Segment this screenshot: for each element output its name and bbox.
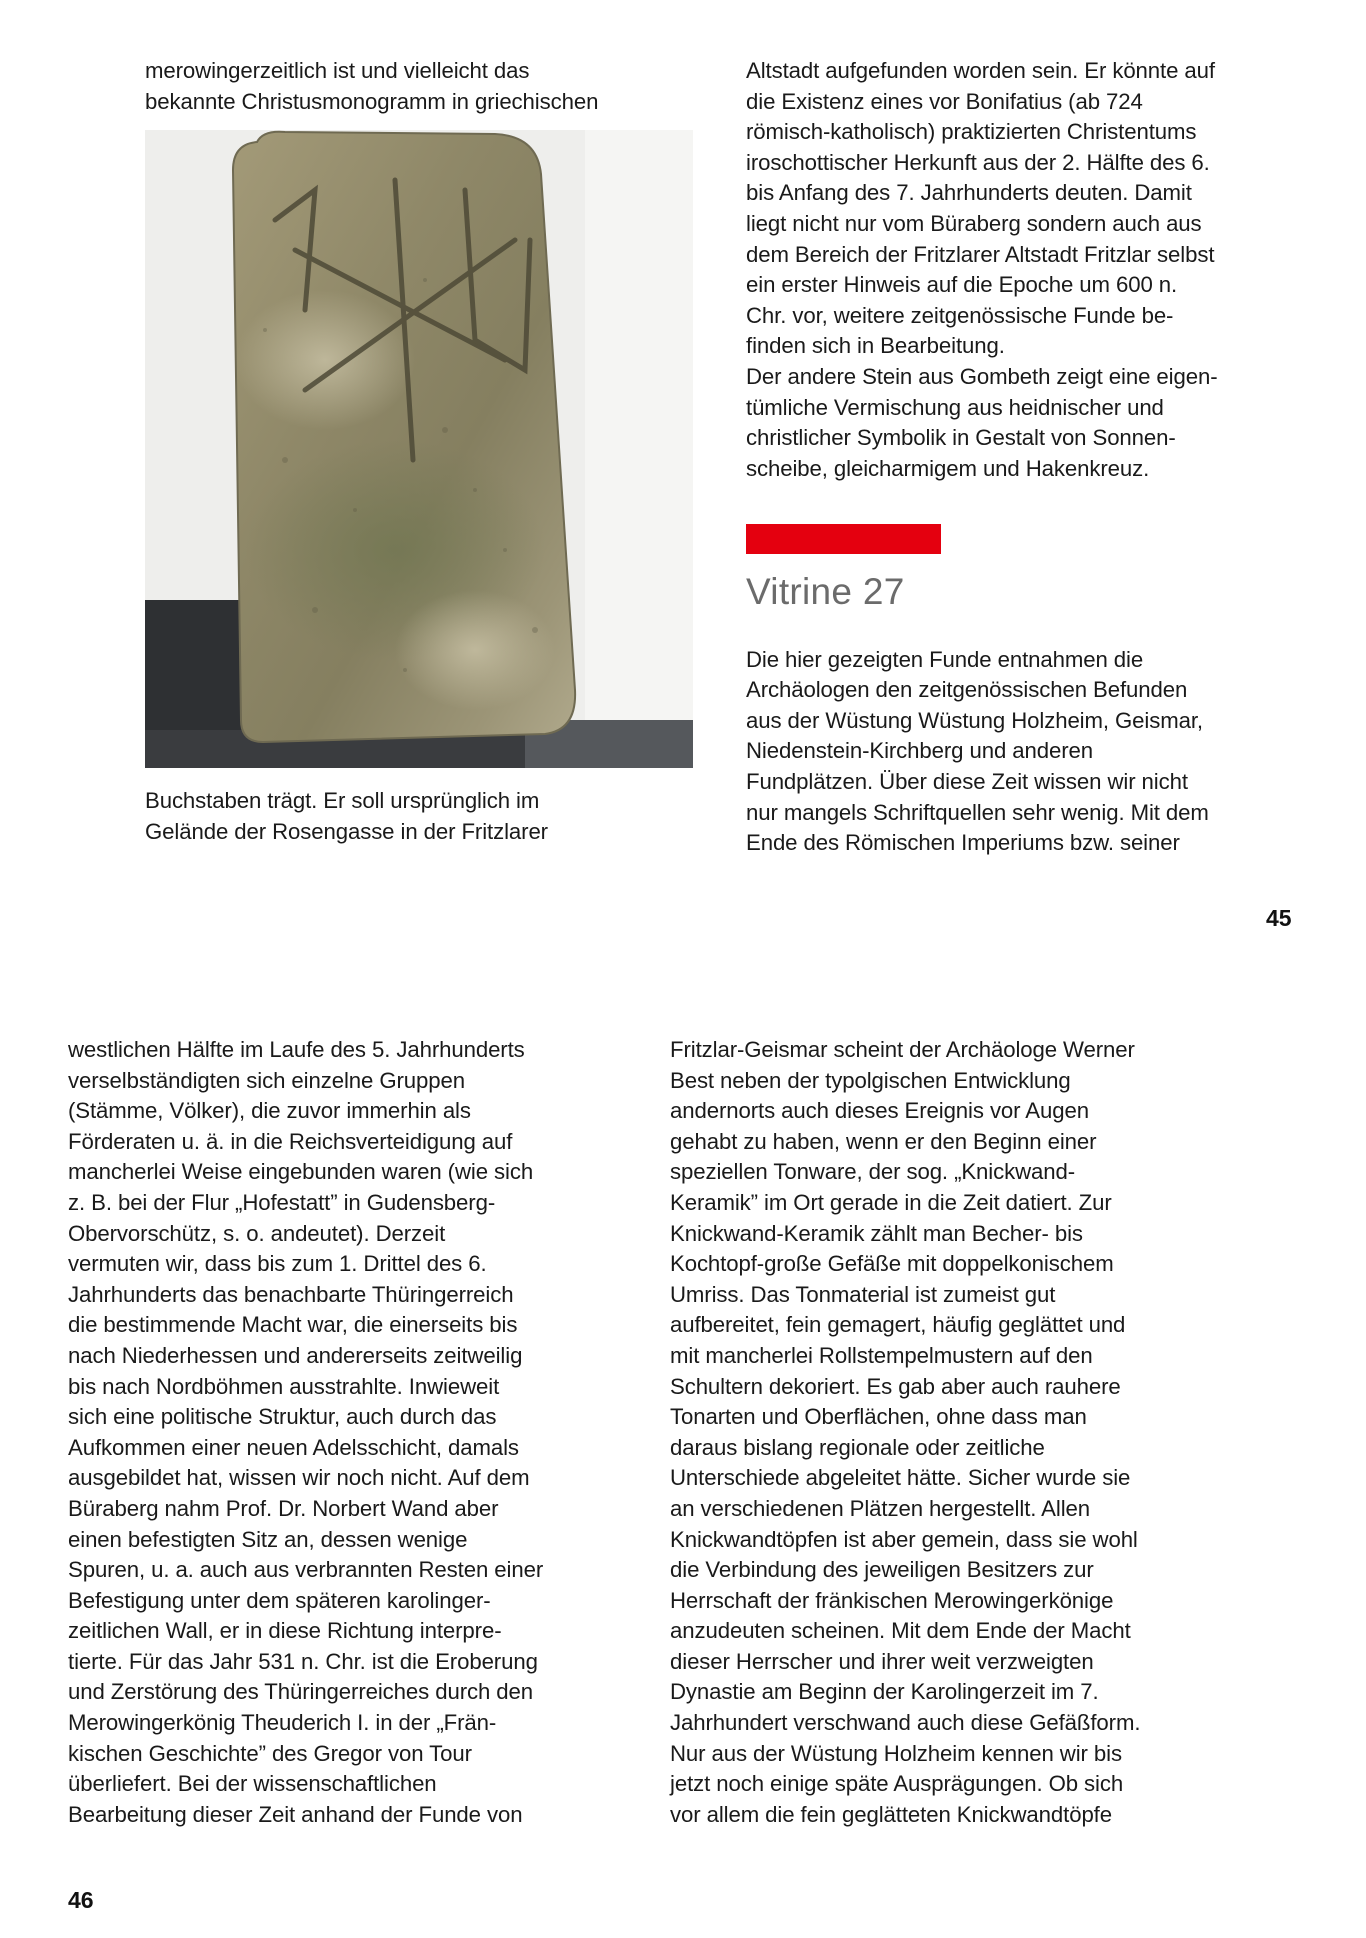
text-line: ein erster Hinweis auf die Epoche um 600 n. <box>746 272 1178 298</box>
text-line: Buchstaben trägt. Er soll ursprünglich im <box>145 788 540 813</box>
page-46 <box>0 969 1366 1938</box>
text-line: an verschiedenen Plätzen hergestellt. Allen <box>670 1495 1091 1521</box>
text-line: Der andere Stein aus Gombeth zeigt eine eigen- <box>746 363 1218 389</box>
text-line: nur mangels Schriftquellen sehr wenig. Mit dem <box>746 799 1209 825</box>
text-line: scheibe, gleicharmigem und Hakenkreuz. <box>746 455 1150 481</box>
text-line: vermuten wir, dass bis zum 1. Drittel des 6. <box>68 1251 487 1277</box>
text-line: Umriss. Das Tonmaterial ist zumeist gut <box>670 1281 1056 1307</box>
text-line: Aufkommen einer neuen Adelsschicht, damals <box>68 1434 519 1460</box>
text-line: Die hier gezeigten Funde entnahmen die <box>746 646 1144 672</box>
vitrine-heading: Vitrine 27 <box>746 571 905 612</box>
text-line: tierte. Für das Jahr 531 n. Chr. ist die Eroberung <box>68 1648 538 1674</box>
page-number: 46 <box>68 1887 94 1913</box>
text-line: Knickwand-Keramik zählt man Becher- bis <box>670 1220 1083 1246</box>
right-column-text <box>746 56 1326 484</box>
text-line: daraus bislang regionale oder zeitliche <box>670 1434 1045 1460</box>
text-line: bis Anfang des 7. Jahrhunderts deuten. Damit <box>746 180 1192 206</box>
text-line: merowingerzeitlich ist und vielleicht das <box>145 58 530 83</box>
text-line: Niedenstein-Kirchberg und anderen <box>746 738 1093 764</box>
text-line: iroschottischer Herkunft aus der 2. Hälfte des 6. <box>746 149 1210 175</box>
text-line: sich eine politische Struktur, auch durch das <box>68 1404 497 1430</box>
text-line: die Verbindung des jeweiligen Besitzers zur <box>670 1557 1094 1583</box>
right-column-text <box>670 1035 1270 1830</box>
text-line: jetzt noch einige späte Ausprägungen. Ob sich <box>670 1771 1124 1797</box>
text-line: Befestigung unter dem späteren karolinger- <box>68 1587 491 1613</box>
text-line: (Stämme, Völker), die zuvor immerhin als <box>68 1098 471 1124</box>
text-line: Keramik” im Ort gerade in die Zeit datiert. Zur <box>670 1189 1112 1215</box>
left-intro-text <box>145 56 705 117</box>
left-caption-text <box>145 786 705 847</box>
text-line: zeitlichen Wall, er in diese Richtung interpre- <box>68 1618 502 1644</box>
text-line: speziellen Tonware, der sog. „Knickwand- <box>670 1159 1076 1185</box>
text-line: westlichen Hälfte im Laufe des 5. Jahrhunderts <box>68 1037 525 1062</box>
text-line: Gelände der Rosengasse in der Fritzlarer <box>145 818 548 844</box>
text-line: Tonarten und Oberflächen, ohne dass man <box>670 1404 1087 1430</box>
text-line: Jahrhunderts das benachbarte Thüringerreich <box>68 1281 514 1307</box>
vitrine-text <box>746 645 1326 859</box>
text-line: Merowingerkönig Theuderich I. in der „Frän- <box>68 1710 497 1736</box>
text-line: andernorts auch dieses Ereignis vor Augen <box>670 1098 1089 1124</box>
vitrine-section <box>746 524 1326 859</box>
text-line: Best neben der typolgischen Entwicklung <box>670 1067 1071 1093</box>
text-line: überliefert. Bei der wissenschaftlichen <box>68 1771 437 1797</box>
text-line: Fritzlar-Geismar scheint der Archäologe Werner <box>670 1037 1135 1062</box>
text-line: dem Bereich der Fritzlarer Altstadt Fritzlar selbst <box>746 241 1215 267</box>
text-line: und Zerstörung des Thüringerreiches durch den <box>68 1679 534 1705</box>
text-line: bekannte Christusmonogramm in griechischen <box>145 88 599 114</box>
text-line: Unterschiede abgeleitet hätte. Sicher wurde sie <box>670 1465 1131 1491</box>
text-line: römisch-katholisch) praktizierten Christentums <box>746 119 1197 145</box>
text-line: Schultern dekoriert. Es gab aber auch rauhere <box>670 1373 1121 1399</box>
text-line: z. B. bei der Flur „Hofestatt” in Gudensberg- <box>68 1189 496 1215</box>
text-line: Kochtopf-große Gefäße mit doppelkonischem <box>670 1251 1114 1277</box>
stone-monogram-photo <box>145 130 693 768</box>
text-line: aufbereitet, fein gemagert, häufig geglättet und <box>670 1312 1126 1338</box>
red-accent-bar <box>746 524 941 554</box>
text-line: mit mancherlei Rollstempelmustern auf den <box>670 1342 1093 1368</box>
text-line: Dynastie am Beginn der Karolingerzeit im 7. <box>670 1679 1099 1705</box>
text-line: liegt nicht nur vom Büraberg sondern auch aus <box>746 210 1202 236</box>
text-line: mancherlei Weise eingebunden waren (wie sich <box>68 1159 534 1185</box>
text-line: Chr. vor, weitere zeitgenössische Funde be- <box>746 302 1174 328</box>
text-line: vor allem die fein geglätteten Knickwandtöpfe <box>670 1801 1112 1827</box>
text-line: Büraberg nahm Prof. Dr. Norbert Wand aber <box>68 1495 499 1521</box>
text-line: Knickwandtöpfen ist aber gemein, dass sie wohl <box>670 1526 1138 1552</box>
text-line: Nur aus der Wüstung Holzheim kennen wir bis <box>670 1740 1122 1766</box>
left-column-text <box>68 1035 648 1830</box>
text-line: dieser Herrscher und ihrer weit verzweigten <box>670 1648 1094 1674</box>
text-line: die Existenz eines vor Bonifatius (ab 724 <box>746 88 1143 114</box>
text-line: kischen Geschichte” des Gregor von Tour <box>68 1740 472 1766</box>
text-line: Obervorschütz, s. o. andeutet). Derzeit <box>68 1220 446 1246</box>
text-line: Altstadt aufgefunden worden sein. Er könnte auf <box>746 58 1215 83</box>
text-line: nach Niederhessen und andererseits zeitweilig <box>68 1342 523 1368</box>
text-line: ausgebildet hat, wissen wir noch nicht. Auf dem <box>68 1465 530 1491</box>
text-line: gehabt zu haben, wenn er den Beginn einer <box>670 1128 1097 1154</box>
text-line: Förderaten u. ä. in die Reichsverteidigung auf <box>68 1128 513 1154</box>
text-line: Ende des Römischen Imperiums bzw. seiner <box>746 830 1180 856</box>
text-line: Herrschaft der fränkischen Merowingerkönige <box>670 1587 1114 1613</box>
text-line: einen befestigten Sitz an, dessen wenige <box>68 1526 468 1552</box>
text-line: verselbständigten sich einzelne Gruppen <box>68 1067 465 1093</box>
text-line: Spuren, u. a. auch aus verbrannten Resten einer <box>68 1557 544 1583</box>
text-line: Fundplätzen. Über diese Zeit wissen wir nicht <box>746 769 1188 795</box>
text-line: Jahrhundert verschwand auch diese Gefäßform. <box>670 1710 1141 1736</box>
text-line: Bearbeitung dieser Zeit anhand der Funde von <box>68 1801 523 1827</box>
text-line: Archäologen den zeitgenössischen Befunden <box>746 677 1188 703</box>
text-line: finden sich in Bearbeitung. <box>746 333 1005 359</box>
text-line: die bestimmende Macht war, die einerseits bis <box>68 1312 518 1338</box>
text-line: anzudeuten scheinen. Mit dem Ende der Macht <box>670 1618 1131 1644</box>
text-line: aus der Wüstung Wüstung Holzheim, Geismar, <box>746 707 1203 733</box>
text-line: christlicher Symbolik in Gestalt von Sonnen- <box>746 425 1176 451</box>
text-line: tümliche Vermischung aus heidnischer und <box>746 394 1164 420</box>
page-number: 45 <box>1266 905 1292 931</box>
text-line: bis nach Nordböhmen ausstrahlte. Inwieweit <box>68 1373 500 1399</box>
